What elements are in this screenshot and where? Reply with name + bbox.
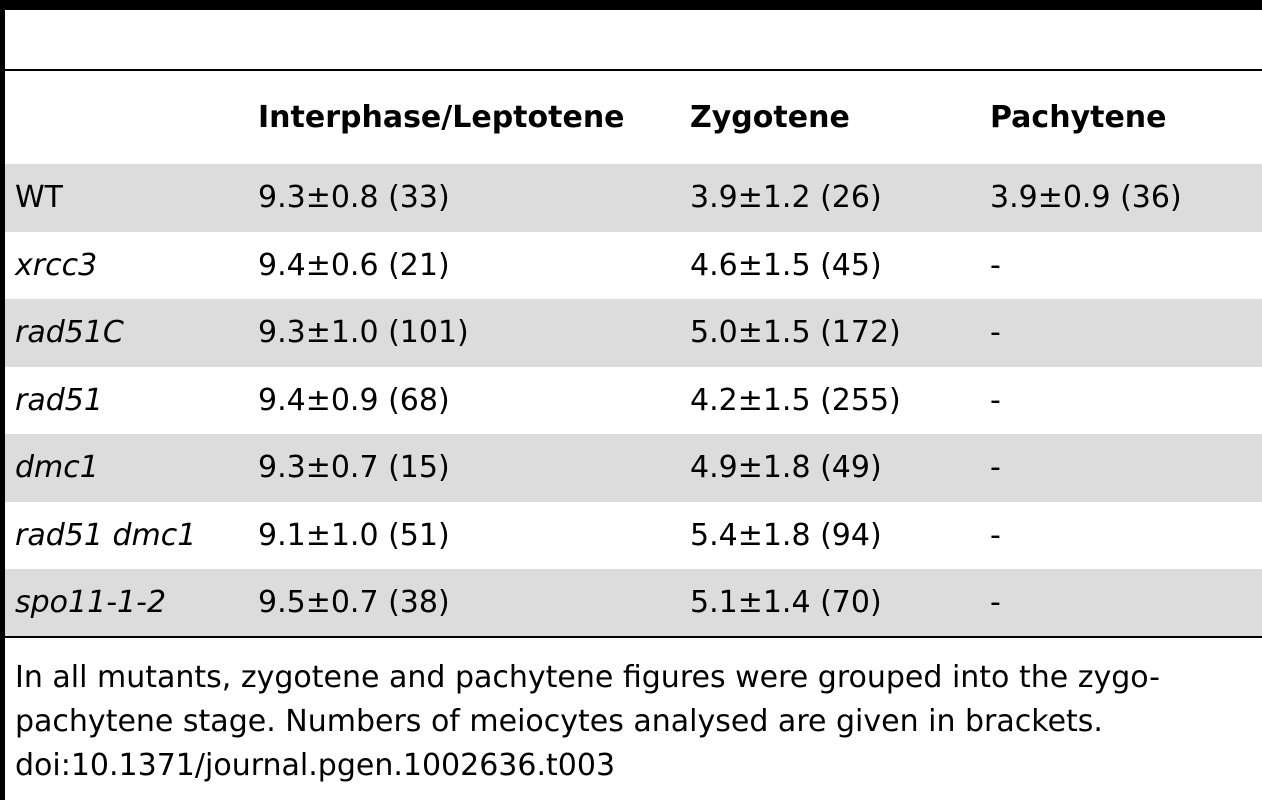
footnote-line-2: pachytene stage. Numbers of meiocytes analysed are given in brackets. (15, 704, 1103, 739)
data-table (5, 71, 1262, 638)
cell-pachytene: - (990, 247, 1001, 283)
footnote-line-1: In all mutants, zygotene and pachytene figures were grouped into the zygo- (15, 660, 1160, 695)
cell-zygotene: 4.6±1.5 (45) (690, 247, 882, 283)
cell-interphase-leptotene: 9.1±1.0 (51) (258, 517, 450, 553)
table-row (5, 367, 1262, 435)
table-row (5, 434, 1262, 502)
cell-pachytene: - (990, 299, 1262, 367)
cell-strain: WT (5, 164, 258, 232)
table-row (5, 299, 1262, 367)
cell-interphase-leptotene: 9.4±0.9 (68) (258, 382, 450, 418)
cell-interphase-leptotene: 9.4±0.6 (21) (258, 247, 450, 283)
cell-zygotene: 4.2±1.5 (255) (690, 382, 901, 418)
cell-pachytene: - (990, 569, 1262, 637)
cell-interphase-leptotene: 9.3±1.0 (101) (258, 299, 690, 367)
table-row (5, 164, 1262, 232)
header-row (5, 71, 1262, 164)
cell-strain: rad51 dmc1 (15, 517, 197, 553)
cell-zygotene: 4.9±1.8 (49) (690, 434, 990, 502)
header-interphase-leptotene: Interphase/Leptotene (258, 100, 625, 135)
top-rule (0, 0, 1262, 10)
cell-pachytene: 3.9±0.9 (36) (990, 164, 1262, 232)
table-row (5, 569, 1262, 637)
cell-interphase-leptotene: 9.5±0.7 (38) (258, 569, 690, 637)
table-footnote (15, 656, 1255, 788)
doi-text: doi:10.1371/journal.pgen.1002636.t003 (15, 748, 616, 783)
cell-pachytene: - (990, 517, 1001, 553)
cell-zygotene: 5.4±1.8 (94) (690, 517, 882, 553)
cell-interphase-leptotene: 9.3±0.7 (15) (258, 434, 690, 502)
cell-pachytene: - (990, 382, 1001, 418)
cell-strain: rad51C (5, 299, 258, 367)
cell-pachytene: - (990, 434, 1262, 502)
header-strain (5, 71, 258, 164)
header-pachytene: Pachytene (990, 100, 1167, 135)
cell-strain: spo11-1-2 (5, 569, 258, 637)
cell-strain: xrcc3 (15, 247, 98, 283)
cell-strain: rad51 (15, 382, 103, 418)
table-row (5, 502, 1262, 570)
cell-interphase-leptotene: 9.3±0.8 (33) (258, 164, 690, 232)
cell-zygotene: 5.0±1.5 (172) (690, 299, 990, 367)
cell-zygotene: 3.9±1.2 (26) (690, 164, 990, 232)
table-row (5, 232, 1262, 300)
cell-strain: dmc1 (5, 434, 258, 502)
cell-zygotene: 5.1±1.4 (70) (690, 569, 990, 637)
header-zygotene: Zygotene (690, 100, 850, 135)
